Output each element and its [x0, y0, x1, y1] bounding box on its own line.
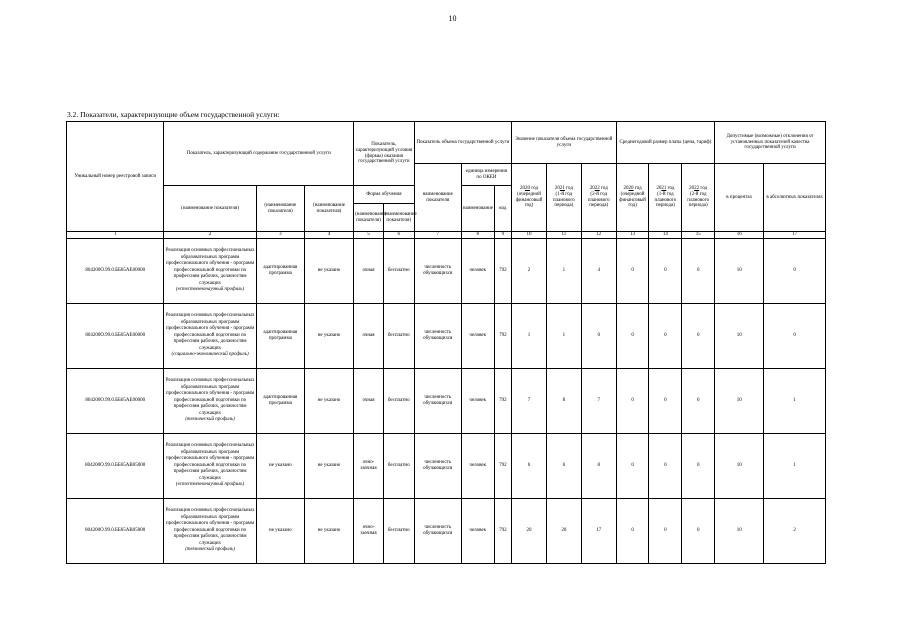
value-cell: 17 [581, 498, 616, 563]
sub-name-3: (наименование показателя) [304, 186, 353, 232]
spec-cell: не указано [304, 498, 353, 563]
payment-cell: бесплатно [383, 433, 414, 498]
fee-cell: 0 [616, 498, 649, 563]
deviation-percent-cell: 10 [715, 433, 764, 498]
indicator-cell: численность обучающихся [414, 433, 461, 498]
fee-cell: 0 [682, 238, 715, 303]
value-cell: 4 [581, 238, 616, 303]
table-row [67, 498, 826, 563]
payment-cell: бесплатно [383, 368, 414, 433]
okei-cell: 792 [494, 303, 511, 368]
form-cell: очная [354, 303, 384, 368]
spec-cell: не указано [304, 238, 353, 303]
service-description: Реализация основных профессиональных образовательных программ профессионального обучения - программ профессиональной подготовки по профессиям рабочих, должностям служащих (технический профиль) [164, 368, 256, 433]
study-form-header: Форма обучения [354, 186, 415, 204]
deviation-absolute-cell: 2 [764, 498, 826, 563]
service-description: Реализация основных профессиональных образовательных программ профессионального обучения - программ профессиональной подготовки по профессиям рабочих, должностям служащих (технический профиль) [164, 498, 256, 563]
column-number: 7 [414, 232, 461, 239]
value-cell: 0 [581, 303, 616, 368]
payment-cell: бесплатно [383, 498, 414, 563]
deviation-absolute-cell: 0 [764, 303, 826, 368]
column-number: 10 [512, 232, 547, 239]
fee-cell: 0 [649, 303, 682, 368]
form-cell: очно-заочная [354, 433, 384, 498]
column-number: 14 [649, 232, 682, 239]
value-cell: 1 [546, 238, 581, 303]
deviation-percent-cell: 10 [715, 368, 764, 433]
fee-cell: 0 [616, 433, 649, 498]
service-description: Реализация основных профессиональных образовательных программ профессионального обучения - программ профессиональной подготовки по профессиям рабочих, должностям служащих (естественнонаучный профиль) [164, 238, 256, 303]
value-cell: 1 [512, 303, 547, 368]
column-numbers-row [67, 232, 826, 239]
column-number: 11 [546, 232, 581, 239]
deviation-header: Допустимые (возможные) отклонения от установленных показателей качества государственной услуги [715, 122, 826, 164]
indicator-cell: численность обучающихся [414, 303, 461, 368]
registry-code: 804200О.99.0.ББ65АЕ00000 [67, 238, 164, 303]
sub-name-5: (наименование показателя) [383, 204, 414, 232]
category-cell: не указано [256, 498, 304, 563]
column-number: 5 [354, 232, 384, 239]
deviation-absolute-cell: 1 [764, 368, 826, 433]
column-number: 9 [494, 232, 511, 239]
value-year-3-header: 2022 год (2-й год планового периода) [581, 164, 616, 232]
fee-year-2-header: 2021 год (1-й год планового периода) [649, 164, 682, 232]
form-cell: очная [354, 368, 384, 433]
column-number: 8 [461, 232, 494, 239]
fee-cell: 0 [682, 368, 715, 433]
column-number: 15 [682, 232, 715, 239]
unit-name-header: наименование [461, 186, 494, 232]
unit-cell: человек [461, 498, 494, 563]
column-number: 17 [764, 232, 826, 239]
unit-cell: человек [461, 433, 494, 498]
volume-indicator-header: Показатель объема государственной услуги [414, 122, 511, 164]
deviation-percent-cell: 10 [715, 498, 764, 563]
okei-cell: 792 [494, 238, 511, 303]
category-cell: адаптированная программа [256, 238, 304, 303]
column-number: 1 [67, 232, 164, 239]
form-cell: очно-заочная [354, 498, 384, 563]
condition-indicator-header: Показатель, характеризующий условия (формы) оказания государственной услуги [354, 122, 415, 186]
value-indicator-header: Значение показателя объема государственной услуги [512, 122, 617, 164]
column-number: 12 [581, 232, 616, 239]
registry-code: 804200О.99.0.ББ65АВ05000 [67, 498, 164, 563]
fee-cell: 0 [616, 368, 649, 433]
value-cell: 20 [546, 498, 581, 563]
fee-cell: 0 [649, 498, 682, 563]
value-cell: 6 [512, 433, 547, 498]
section-heading: 3.2. Показатели, характеризующие объем государственной услуги: [67, 110, 280, 119]
indicator-cell: численность обучающихся [414, 238, 461, 303]
value-cell: 6 [546, 433, 581, 498]
column-number: 16 [715, 232, 764, 239]
volume-table [66, 121, 826, 564]
deviation-absolute-cell: 0 [764, 238, 826, 303]
table-row [67, 433, 826, 498]
fee-cell: 0 [649, 433, 682, 498]
value-cell: 8 [546, 368, 581, 433]
indicator-cell: численность обучающихся [414, 498, 461, 563]
fee-cell: 0 [682, 433, 715, 498]
column-number: 3 [256, 232, 304, 239]
fee-cell: 0 [649, 238, 682, 303]
form-cell: очная [354, 238, 384, 303]
value-cell: 8 [581, 433, 616, 498]
indicator-cell: численность обучающихся [414, 368, 461, 433]
spec-cell: не указано [304, 368, 353, 433]
table-row [67, 238, 826, 303]
deviation-absolute-cell: 1 [764, 433, 826, 498]
unit-measure-header: единица измерения по ОКЕИ [461, 164, 511, 186]
value-cell: 7 [512, 368, 547, 433]
indicator-name-header: наименование показателя [414, 164, 461, 232]
table-row [67, 303, 826, 368]
unit-cell: человек [461, 303, 494, 368]
fee-cell: 0 [616, 238, 649, 303]
registry-code: 804200О.99.0.ББ65АВ05000 [67, 433, 164, 498]
unique-number-header: Уникальный номер реестровой записи [67, 122, 164, 232]
avg-fee-header: Среднегодовой размер платы (цена, тариф) [616, 122, 714, 164]
service-description: Реализация основных профессиональных образовательных программ профессионального обучения - программ профессиональной подготовки по профессиям рабочих, должностям служащих (естественнонаучный профиль) [164, 433, 256, 498]
fee-cell: 0 [649, 368, 682, 433]
spec-cell: не указано [304, 433, 353, 498]
in-percent-header: в процентах [715, 164, 764, 232]
column-number: 2 [164, 232, 256, 239]
column-number: 13 [616, 232, 649, 239]
fee-year-1-header: 2020 год (очередной финансовый год) [616, 164, 649, 232]
unit-cell: человек [461, 238, 494, 303]
unit-cell: человек [461, 368, 494, 433]
service-description: Реализация основных профессиональных образовательных программ профессионального обучения - программ профессиональной подготовки по профессиям рабочих, должностям служащих (социально-экономический профиль) [164, 303, 256, 368]
okei-cell: 792 [494, 433, 511, 498]
fee-cell: 0 [616, 303, 649, 368]
value-cell: 20 [512, 498, 547, 563]
in-absolute-header: в абсолютных показателях [764, 164, 826, 232]
value-cell: 2 [512, 238, 547, 303]
column-number: 4 [304, 232, 353, 239]
value-year-1-header: 2020 год (очередной финансовый год) [512, 164, 547, 232]
category-cell: не указано [256, 433, 304, 498]
payment-cell: бесплатно [383, 238, 414, 303]
payment-cell: бесплатно [383, 303, 414, 368]
sub-name-1: (наименование показателя) [164, 186, 256, 232]
spec-cell: не указано [304, 303, 353, 368]
column-number: 6 [383, 232, 414, 239]
registry-code: 804200О.99.0.ББ65АЕ00000 [67, 368, 164, 433]
content-indicator-header: Показатель, характеризующий содержание государственной услуги [164, 122, 354, 186]
fee-cell: 0 [682, 498, 715, 563]
sub-name-4: (наименование показателя) [354, 204, 384, 232]
fee-year-3-header: 2022 год (2-й год планового периода) [682, 164, 715, 232]
fee-cell: 0 [682, 303, 715, 368]
okei-cell: 792 [494, 368, 511, 433]
deviation-percent-cell: 10 [715, 303, 764, 368]
okei-code-header: код [494, 186, 511, 232]
page-number: 10 [448, 14, 457, 23]
sub-name-2: (наименование показателя) [256, 186, 304, 232]
okei-cell: 792 [494, 498, 511, 563]
registry-code: 804200О.99.0.ББ65АЕ00000 [67, 303, 164, 368]
value-year-2-header: 2021 год (1-й год планового периода) [546, 164, 581, 232]
value-cell: 7 [581, 368, 616, 433]
category-cell: адаптированная программа [256, 368, 304, 433]
table-row [67, 368, 826, 433]
value-cell: 1 [546, 303, 581, 368]
category-cell: адаптированная программа [256, 303, 304, 368]
deviation-percent-cell: 10 [715, 238, 764, 303]
